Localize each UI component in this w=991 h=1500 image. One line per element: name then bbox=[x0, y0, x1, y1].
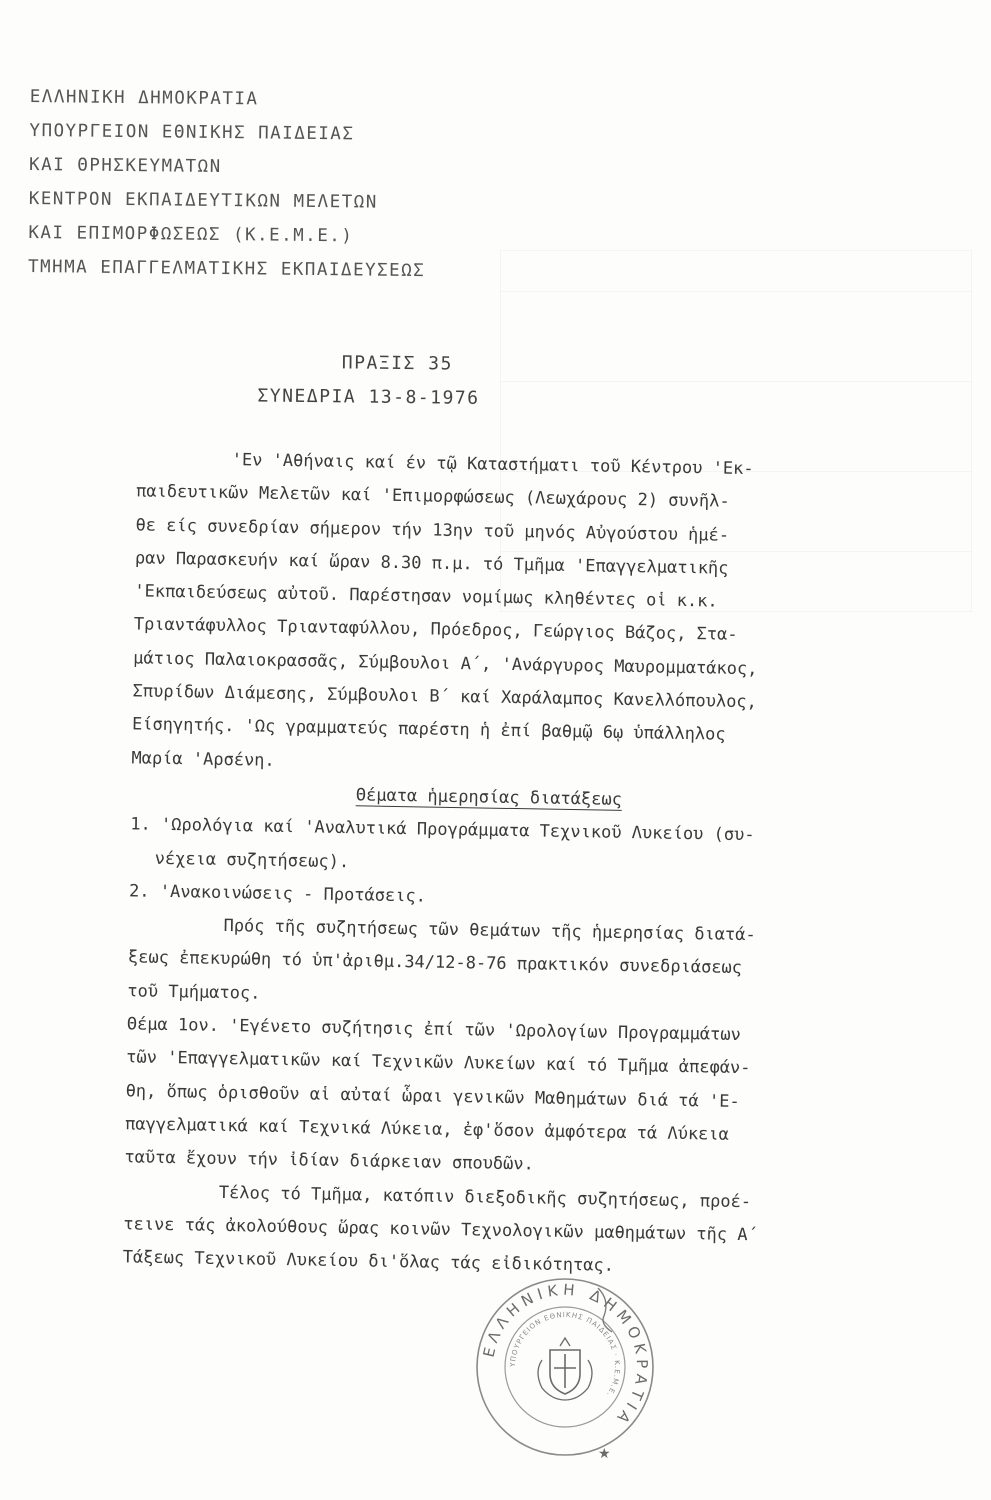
body-line: ραν Παρασκευήν καί ὥραν 8.30 π.μ. τό Τμῆμα 'Επαγγελματικῆς bbox=[134, 548, 729, 579]
discussion-line: τῶν 'Επαγγελματικῶν καί Τεχνικῶν Λυκείων καί τό Τμῆμα ἀπεφάν- bbox=[126, 1047, 751, 1079]
discussion-line: Τέλος τό Τμῆμα, κατόπιν διεξοδικῆς συζητήσεως, προέ- bbox=[218, 1182, 752, 1212]
act-title-block bbox=[0, 343, 991, 421]
discussion-line: Πρός τῆς συζητήσεως τῶν θεμάτων τῆς ἡμερησίας διατά- bbox=[223, 916, 756, 946]
minutes-body bbox=[0, 440, 991, 1290]
star-icon: ★ bbox=[598, 1446, 611, 1462]
agenda-heading: Θέματα ἡμερησίας διατάξεως bbox=[355, 785, 623, 810]
agenda-item: 1. 'Ωρολόγια καί 'Αναλυτικά Προγράμματα Τεχνικοῦ Λυκείου (συ- bbox=[130, 814, 755, 846]
body-line: Σπυρίδων Διάμεσης, Σύμβουλοι Β΄ καί Χαράλαμπος Κανελλόπουλος, bbox=[132, 681, 758, 713]
letterhead bbox=[28, 80, 427, 288]
body-line: θε είς συνεδρίαν σήμερον τήν 13ην τοῦ μηνός Αὐγούστου ἡμέ- bbox=[135, 514, 730, 546]
seal-outer-text: ΕΛΛΗΝΙΚΗ ΔΗΜΟΚΡΑΤΙΑ bbox=[479, 1280, 652, 1431]
body-line: 'Εκπαιδεύσεως αὐτοῦ. Παρέστησαν νομίμως κληθέντες οἱ κ.κ. bbox=[134, 581, 718, 612]
body-line: μάτιος Παλαιοκρασσᾶς, Σύμβουλοι Α΄, 'Ανάργυρος Μαυρομματάκος, bbox=[133, 648, 758, 680]
coat-of-arms-icon bbox=[538, 1338, 592, 1400]
letterhead-line: ΥΠΟΥΡΓΕΙΟΝ ΕΘΝΙΚΗΣ ΠΑΙΔΕΙΑΣ bbox=[29, 120, 355, 145]
act-number: ΠΡΑΞΙΣ 35 bbox=[341, 352, 453, 375]
discussion-line: ξεως ἐπεκυρώθη τό ὑπ'ἀριθμ.34/12-8-76 πρακτικόν συνεδριάσεως bbox=[127, 947, 743, 979]
letterhead-line: ΚΑΙ ΘΡΗΣΚΕΥΜΑΤΩΝ bbox=[29, 154, 222, 178]
discussion-line: θη, ὅπως ὁρισθοῦν αἱ αὐταί ὧραι γενικῶν Μαθημάτων διά τά 'Ε- bbox=[125, 1080, 740, 1112]
official-seal bbox=[470, 1272, 660, 1462]
session-date: ΣΥΝΕΔΡΙΑ 13-8-1976 bbox=[257, 385, 480, 409]
body-line: Τριαντάφυλλος Τριανταφύλλου, Πρόεδρος, Γεώργιος Βάζος, Στα- bbox=[133, 614, 738, 646]
seal-inner-text: ΥΠΟΥΡΓΕΙΟΝ ΕΘΝΙΚΗΣ ΠΑΙΔΕΙΑΣ · Κ.Ε.Μ.Ε. bbox=[508, 1310, 622, 1399]
discussion-line: τοῦ Τμήματος. bbox=[127, 981, 261, 1004]
agenda-item: 2. 'Ανακοινώσεις - Προτάσεις. bbox=[128, 881, 427, 907]
discussion-line: τεινε τάς ἀκολούθους ὥρας κοινῶν Τεχνολογικῶν μαθημάτων τῆς Α΄ bbox=[123, 1214, 758, 1246]
letterhead-line: ΚΕΝΤΡΟΝ ΕΚΠΑΙΔΕΥΤΙΚΩΝ ΜΕΛΕΤΩΝ bbox=[28, 188, 378, 213]
body-line: Μαρία 'Αρσένη. bbox=[131, 748, 275, 771]
discussion-line: παγγελματικά καί Τεχνικά Λύκεια, ἐφ'ὅσον ἀμφότερα τά Λύκεια bbox=[124, 1114, 730, 1145]
letterhead-line: ΚΑΙ ΕΠΙΜΟΡΦΩΣΕΩΣ (Κ.Ε.Μ.Ε.) bbox=[28, 222, 354, 247]
letterhead-line: ΕΛΛΗΝΙΚΗ ΔΗΜΟΚΡΑΤΙΑ bbox=[29, 86, 259, 110]
body-line: Είσηγητής. 'Ως γραμματεύς παρέστη ἡ ἐπί βαθμῷ 6ῳ ὑπάλληλος bbox=[131, 714, 726, 746]
discussion-line: Θέμα 1ον. 'Εγένετο συζήτησις ἐπί τῶν 'Ωρολογίων Προγραμμάτων bbox=[126, 1014, 741, 1046]
discussion-line: Τάξεως Τεχνικοῦ Λυκείου δι'ὅλας τάς εἰδικότητας. bbox=[122, 1247, 615, 1276]
letterhead-line: ΤΜΗΜΑ ΕΠΑΓΓΕΛΜΑΤΙΚΗΣ ΕΚΠΑΙΔΕΥΣΕΩΣ bbox=[27, 256, 426, 282]
discussion-line: ταῦτα ἔχουν τήν ἰδίαν διάρκειαν σπουδῶν. bbox=[124, 1147, 535, 1175]
agenda-item: νέχεια συζητήσεως). bbox=[154, 848, 350, 872]
body-line: 'Εν 'Αθήναις καί έν τῷ Καταστήματι τοῦ Κέντρου 'Εκ- bbox=[231, 450, 754, 480]
body-line: παιδευτικῶν Μελετῶν καί 'Επιμορφώσεως (Λεωχάρους 2) συνῆλ- bbox=[135, 481, 730, 513]
